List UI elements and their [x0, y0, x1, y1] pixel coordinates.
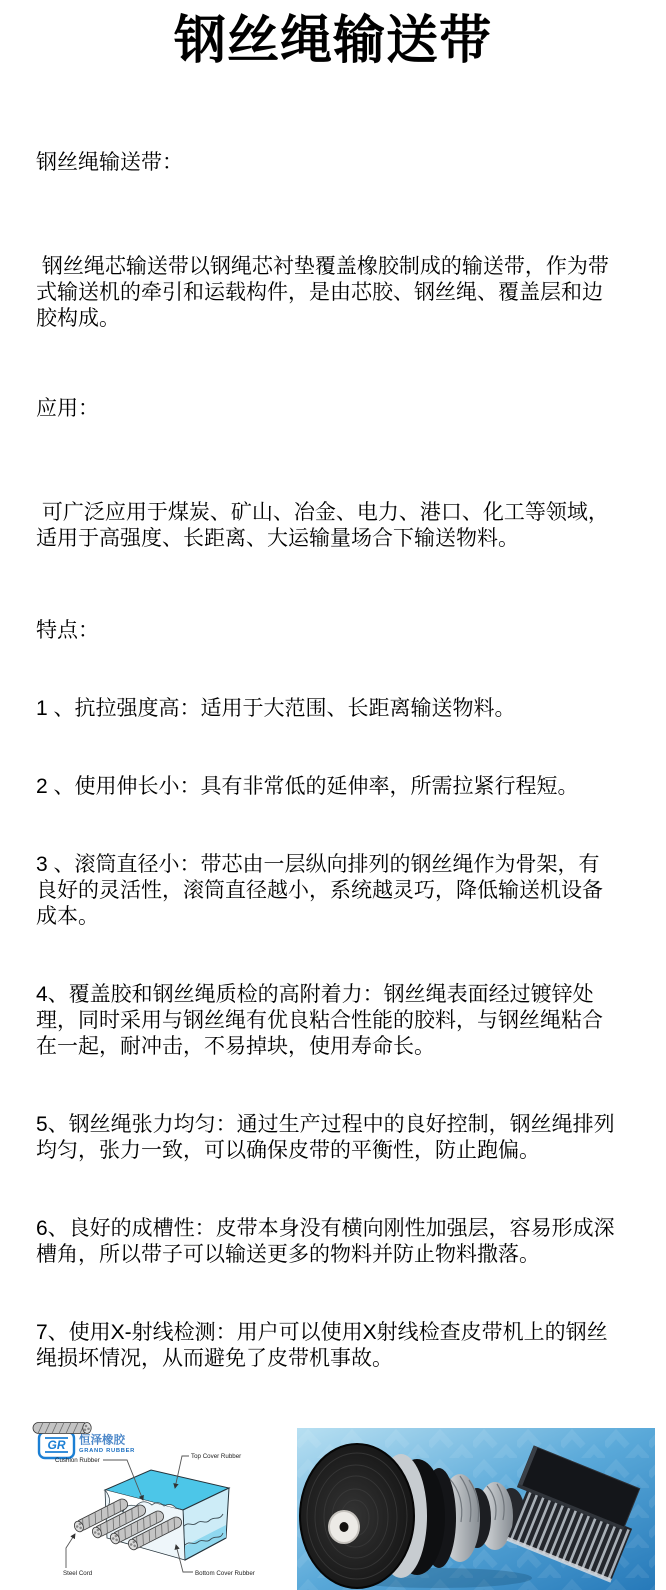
belt-structure-diagram: [33, 1428, 289, 1590]
feature-item-3: 3 、滚筒直径小：带芯由一层纵向排列的钢丝绳作为骨架，有良好的灵活性，滚筒直径越小，系统越灵巧，降低输送机设备成本。: [36, 852, 603, 928]
label-top-cover-rubber: Top Cover Rubber: [191, 1452, 242, 1460]
features-label: 特点：: [36, 618, 99, 642]
logo-name-cn: 恒泽橡胶: [79, 1434, 125, 1447]
article-body: [36, 98, 615, 1424]
application-label: 应用：: [36, 396, 99, 420]
feature-item-4: 4、覆盖胶和钢丝绳质检的高附着力：钢丝绳表面经过镀锌处理，同时采用与钢丝绳有优良粘合性能的胶料，与钢丝绳粘合在一起，耐冲击，不易掉块，使用寿命长。: [36, 982, 603, 1058]
feature-item-1: 1 、抗拉强度高：适用于大范围、长距离输送物料。: [36, 696, 516, 720]
image-row: [33, 1428, 666, 1590]
feature-item-2: 2 、使用伸长小：具有非常低的延伸率，所需拉紧行程短。: [36, 774, 579, 798]
grand-rubber-logo: [39, 1432, 135, 1458]
conveyor-belt-photo: [297, 1428, 655, 1590]
document-page: [0, 8, 666, 1577]
intro-paragraph: 钢丝绳芯输送带以钢绳芯衬垫覆盖橡胶制成的输送带，作为带式输送机的牵引和运载构件，是由芯胶、钢丝绳、覆盖层和边胶构成。: [36, 254, 609, 330]
feature-item-6: 6、良好的成槽性：皮带本身没有横向刚性加强层，容易形成深槽角，所以带子可以输送更多的物料并防止物料撒落。: [36, 1216, 615, 1266]
logo-name-en: GRAND RUBBER: [79, 1447, 136, 1454]
roll-hub: [329, 1511, 359, 1543]
label-bottom-cover-rubber: Bottom Cover Rubber: [195, 1569, 255, 1577]
label-steel-cord: Steel Cord: [63, 1569, 93, 1577]
label-cushion-rubber: Cushion Rubber: [55, 1456, 100, 1464]
application-paragraph: 可广泛应用于煤炭、矿山、冶金、电力、港口、化工等领域，适用于高强度、长距离、大运输量场合下输送物料。: [36, 500, 609, 550]
logo-monogram: GR: [47, 1437, 66, 1452]
feature-item-7: 7、使用X-射线检测：用户可以使用X射线检查皮带机上的钢丝绳损坏情况，从而避免了皮带机事故。: [36, 1320, 608, 1370]
feature-item-5: 5、钢丝绳张力均匀：通过生产过程中的良好控制，钢丝绳排列均匀，张力一致，可以确保皮带的平衡性，防止跑偏。: [36, 1112, 615, 1162]
page-title: 钢丝绳输送带: [173, 12, 492, 70]
intro-label: 钢丝绳输送带：: [36, 150, 183, 174]
